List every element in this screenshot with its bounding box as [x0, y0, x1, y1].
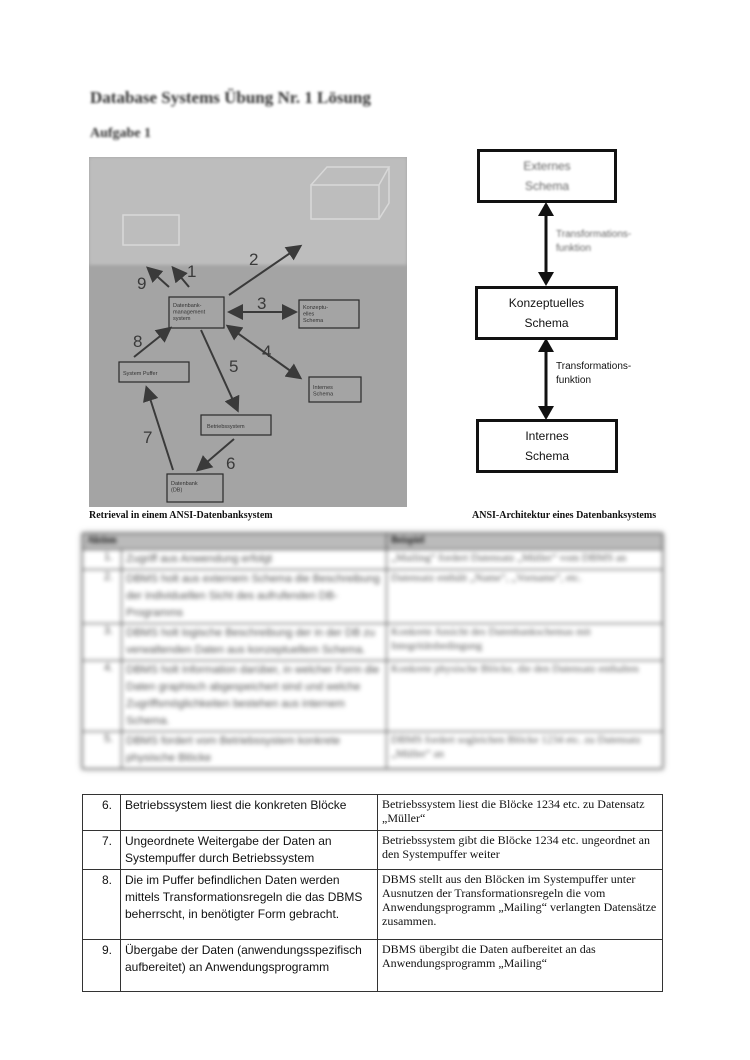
row-number: 6. — [83, 795, 121, 831]
puffer-label: System Puffer — [123, 371, 158, 377]
step-number-2: 2 — [249, 250, 259, 269]
row-action: DBMS holt Information darüber, in welcher Form die Daten graphisch abgespeichert sind und welche Zugriffsmöglichkeiten bestehen aus internem Schema. — [122, 661, 387, 732]
step-number-7: 7 — [143, 428, 153, 447]
table-row — [83, 795, 663, 831]
intern-line2: Schema — [524, 449, 570, 463]
transf2-line1: Transformations- — [556, 361, 632, 372]
faded-sketch-boxes — [123, 167, 389, 245]
row-number: 5. — [83, 732, 122, 769]
row-action: Betriebssystem liest die konkreten Blöcke — [121, 795, 378, 831]
row-number: 8. — [83, 870, 121, 940]
row-action: DBMS holt logische Beschreibung der in der DB zu verwaltenden Daten aus konzeptuellem Schema. — [122, 624, 387, 661]
step-number-6: 6 — [226, 454, 236, 473]
retrieval-sketch — [89, 157, 407, 507]
row-example: Betriebssystem liest die Blöcke 1234 etc. zu Datensatz „Müller“ — [378, 795, 663, 831]
table-row — [83, 661, 663, 732]
row-number: 3. — [83, 624, 122, 661]
table-row — [83, 732, 663, 769]
intern-line1: Internes — [525, 429, 569, 443]
externes-line2: Schema — [524, 179, 570, 193]
intern-label: Internes Schema — [313, 385, 334, 398]
row-number: 2. — [83, 570, 122, 624]
row-example: Konkrete Ansicht des Datenbankschemas mit Integritätsbedingung — [387, 624, 663, 661]
row-number: 1. — [83, 550, 122, 570]
row-number: 4. — [83, 661, 122, 732]
table-row — [83, 831, 663, 870]
transf1-line2: funktion — [556, 243, 592, 254]
row-example: Betriebssystem gibt die Blöcke 1234 etc. ungeordnet an den Systempuffer weiter — [378, 831, 663, 870]
table-row — [83, 870, 663, 940]
arrow-2 — [229, 247, 299, 295]
step-number-8: 8 — [133, 332, 143, 351]
table-row — [83, 940, 663, 992]
db-label: Datenbank (DB) — [171, 481, 198, 494]
header-action: Aktion — [83, 534, 387, 550]
row-example: DBMS übergibt die Daten aufbereitet an das Anwendungsprogramm „Mailing“ — [378, 940, 663, 992]
row-action: Übergabe der Daten (anwendungsspezifisch aufbereitet) an Anwendungsprogramm — [121, 940, 378, 992]
externes-line1: Externes — [523, 159, 571, 173]
row-example: Konkrete physische Blöcke, die den Datensatz enthalten — [387, 661, 663, 732]
row-action: Ungeordnete Weitergabe der Daten an Systempuffer durch Betriebssystem — [121, 831, 378, 870]
betrieb-label: Betriebssystem — [207, 424, 245, 430]
transformation-label-lower — [556, 360, 631, 388]
row-example: DBMS fordert sogleichen Blöcke 1234 etc. zu Datensatz „Müller“ an — [387, 732, 663, 769]
step-number-4: 4 — [262, 342, 272, 361]
transf2-line2: funktion — [556, 375, 592, 386]
konzeptuelles-schema-box — [475, 286, 618, 340]
table-row — [83, 570, 663, 624]
retrieval-photo — [89, 157, 407, 507]
table-row — [83, 624, 663, 661]
task-heading: Aufgabe 1 — [90, 126, 152, 141]
step-number-5: 5 — [229, 357, 239, 376]
konzept-label: Konzeptu-elles Schema — [303, 305, 329, 324]
table-header-row — [83, 534, 663, 550]
step-number-9: 9 — [137, 274, 147, 293]
arrow-9 — [149, 269, 169, 287]
konzept-line1: Konzeptuelles — [508, 296, 585, 310]
row-example: Datensatz enthält „Name“, „Vorname“, etc. — [387, 570, 663, 624]
table-row — [83, 550, 663, 570]
row-action: Die im Puffer befindlichen Daten werden mittels Transformationsregeln die das DBMS beherrscht, in benötigter Form gebracht. — [121, 870, 378, 940]
caption-ansi: ANSI-Architektur eines Datenbanksystems — [472, 510, 657, 521]
row-action: Zugriff aus Anwendung erfolgt — [122, 550, 387, 570]
row-example: „Mailing“ fordert Datensatz „Müller“ vom DBMS an — [387, 550, 663, 570]
action-table-blurred — [82, 533, 663, 769]
action-table-clear — [82, 794, 663, 992]
internes-schema-box — [476, 419, 618, 473]
step-number-1: 1 — [187, 262, 197, 281]
row-example: DBMS stellt aus den Blöcken im Systempuffer unter Ausnutzen der Transformationsregeln die vom Anwendungsprogramm „Mailing“ verlangten Datensätze zusammen. — [378, 870, 663, 940]
page-title: Database Systems Übung Nr. 1 Lösung — [90, 88, 371, 107]
row-action: DBMS fordert vom Betriebssystem konkrete physische Blöcke — [122, 732, 387, 769]
row-action: DBMS holt aus externem Schema die Beschreibung der individuellen Sicht des aufrufenden DB-Programms — [122, 570, 387, 624]
header-example: Beispiel — [387, 534, 663, 550]
externes-schema-box — [477, 149, 617, 203]
caption-retrieval: Retrieval in einem ANSI-Datenbanksystem — [89, 510, 273, 521]
row-number: 9. — [83, 940, 121, 992]
transf1-line1: Transformations- — [556, 229, 632, 240]
row-number: 7. — [83, 831, 121, 870]
step-number-3: 3 — [257, 294, 267, 313]
dbms-label: Datenbank-management system — [173, 303, 206, 322]
transformation-label-upper — [556, 228, 631, 256]
konzept-line2: Schema — [524, 316, 569, 330]
